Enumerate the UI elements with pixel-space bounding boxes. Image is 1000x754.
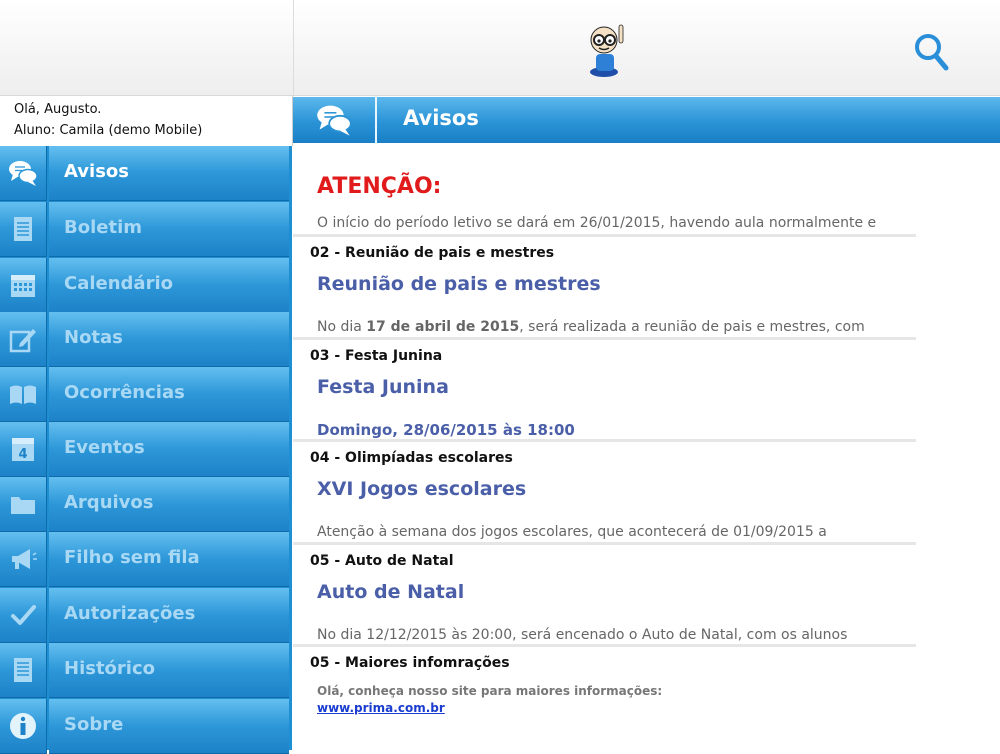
notice-title: Auto de Natal bbox=[317, 581, 465, 603]
sidebar-item-label: Boletim bbox=[64, 217, 142, 238]
student-text: Aluno: Camila (demo Mobile) bbox=[14, 123, 203, 138]
sidebar-item-ocorrencias[interactable] bbox=[0, 367, 292, 421]
chat-bubbles-icon bbox=[313, 102, 355, 138]
sidebar-item-filho-sem-fila[interactable] bbox=[0, 532, 292, 586]
sidebar-item-boletim[interactable] bbox=[0, 202, 292, 256]
sidebar-icon-box bbox=[0, 312, 47, 367]
sidebar-label-box bbox=[49, 312, 289, 367]
sidebar-item-arquivos[interactable] bbox=[0, 477, 292, 531]
section-header bbox=[293, 97, 1000, 143]
sidebar-icon-box bbox=[0, 588, 47, 643]
sidebar-label-box bbox=[49, 367, 289, 422]
sidebar-icon-box bbox=[0, 422, 47, 477]
notice-item[interactable] bbox=[293, 553, 916, 647]
notice-item[interactable] bbox=[293, 145, 916, 237]
sidebar-item-label: Autorizações bbox=[64, 603, 196, 624]
sidebar-icon-box bbox=[0, 367, 47, 422]
chat-bubbles-icon bbox=[8, 158, 38, 188]
greeting-text: Olá, Augusto. bbox=[14, 102, 102, 117]
info-icon bbox=[8, 711, 38, 741]
sidebar-item-label: Ocorrências bbox=[64, 382, 185, 403]
sidebar-item-label: Arquivos bbox=[64, 492, 154, 513]
website-link[interactable]: www.prima.com.br bbox=[317, 701, 445, 715]
search-icon[interactable] bbox=[912, 30, 952, 74]
sidebar-label-box bbox=[49, 477, 289, 532]
notice-text-pre: No dia bbox=[317, 319, 367, 335]
sidebar-label-box bbox=[49, 588, 289, 643]
header-icon-box bbox=[293, 97, 377, 143]
notice-number: 04 - Olimpíadas escolares bbox=[310, 450, 513, 466]
sidebar-item-label: Sobre bbox=[64, 714, 124, 735]
calendar-day-icon bbox=[8, 434, 38, 464]
sidebar-label-box bbox=[49, 202, 289, 257]
notice-text: Domingo, 28/06/2015 às 18:00 bbox=[317, 421, 575, 439]
top-left-pane bbox=[0, 0, 294, 95]
checkmark-icon bbox=[8, 600, 38, 630]
sidebar-item-label: Notas bbox=[64, 327, 123, 348]
sidebar-icon-box bbox=[0, 146, 47, 201]
sidebar-item-label: Calendário bbox=[64, 273, 173, 294]
sidebar-icon-box bbox=[0, 643, 47, 698]
notice-number: 05 - Maiores infomrações bbox=[310, 655, 510, 671]
notice-item[interactable] bbox=[293, 245, 916, 340]
sidebar-icon-box bbox=[0, 699, 47, 754]
sidebar-label-box bbox=[49, 532, 289, 587]
sidebar-icon-box bbox=[0, 258, 47, 313]
sidebar-item-autorizacoes[interactable] bbox=[0, 588, 292, 642]
notices-list bbox=[293, 145, 1000, 750]
sidebar-label-box bbox=[49, 643, 289, 698]
mascot-logo-icon bbox=[584, 20, 628, 80]
notice-item[interactable] bbox=[293, 450, 916, 545]
user-info bbox=[0, 96, 293, 146]
sidebar-item-label: Filho sem fila bbox=[64, 547, 200, 568]
notice-number: 02 - Reunião de pais e mestres bbox=[310, 245, 555, 261]
sidebar-item-label: Avisos bbox=[64, 161, 129, 182]
notice-text: No dia 12/12/2015 às 20:00, será encenado o Auto de Natal, com os alunos bbox=[317, 627, 848, 643]
svg-text:4: 4 bbox=[18, 447, 28, 462]
notice-title: Reunião de pais e mestres bbox=[317, 273, 601, 295]
page-title: Avisos bbox=[403, 106, 479, 130]
notice-title: Festa Junina bbox=[317, 376, 449, 398]
notice-text bbox=[317, 319, 865, 335]
sidebar-label-box bbox=[49, 258, 289, 313]
calendar-icon bbox=[8, 270, 38, 300]
sidebar-item-avisos[interactable] bbox=[0, 146, 292, 200]
sidebar-label-box bbox=[49, 699, 289, 754]
sidebar-item-notas[interactable] bbox=[0, 312, 292, 366]
top-bar bbox=[0, 0, 1000, 96]
sidebar-icon-box bbox=[0, 532, 47, 587]
pencil-note-icon bbox=[8, 324, 38, 354]
sidebar bbox=[0, 146, 292, 750]
open-book-icon bbox=[8, 379, 38, 409]
notice-item[interactable] bbox=[293, 348, 916, 442]
sidebar-icon-box bbox=[0, 202, 47, 257]
notice-text: Atenção à semana dos jogos escolares, que acontecerá de 01/09/2015 a bbox=[317, 524, 827, 540]
notice-number: 05 - Auto de Natal bbox=[310, 553, 454, 569]
notice-title: XVI Jogos escolares bbox=[317, 478, 527, 500]
notice-item[interactable] bbox=[293, 655, 916, 750]
notice-text: O início do período letivo se dará em 26/01/2015, havendo aula normalmente e bbox=[317, 215, 877, 231]
notice-number: 03 - Festa Junina bbox=[310, 348, 443, 364]
sidebar-item-label: Eventos bbox=[64, 437, 145, 458]
notice-text-bold: 17 de abril de 2015 bbox=[366, 319, 520, 335]
notice-heading: ATENÇÃO: bbox=[317, 174, 442, 199]
sidebar-label-box bbox=[49, 422, 289, 477]
notice-text: Olá, conheça nosso site para maiores informações: bbox=[317, 684, 663, 698]
document-list-icon bbox=[8, 655, 38, 685]
megaphone-icon bbox=[8, 544, 38, 574]
report-card-icon bbox=[8, 214, 38, 244]
sidebar-item-sobre[interactable] bbox=[0, 699, 292, 753]
sidebar-icon-box bbox=[0, 477, 47, 532]
sidebar-item-historico[interactable] bbox=[0, 643, 292, 697]
sidebar-item-calendario[interactable] bbox=[0, 258, 292, 312]
sidebar-item-eventos[interactable] bbox=[0, 422, 292, 476]
sidebar-label-box bbox=[49, 146, 289, 201]
notice-text-post: , será realizada a reunião de pais e mestres, com bbox=[519, 319, 865, 335]
folder-icon bbox=[8, 489, 38, 519]
sidebar-item-label: Histórico bbox=[64, 658, 156, 679]
